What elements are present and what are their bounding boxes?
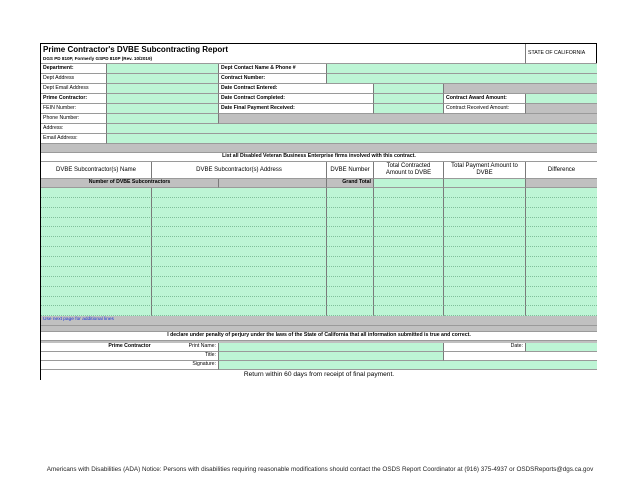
table-cell[interactable]: [41, 297, 152, 307]
ada-notice: Americans with Disabilities (ADA) Notice: Persons with disabilities requiring reasonable modifications should contact the OSDS Report Coordinator at (916) 375-4937 or OSDSReports@dgs.ca.gov: [46, 466, 594, 473]
label-address: Address:: [41, 124, 107, 134]
col-header-payment: Total Payment Amount to DVBE: [444, 162, 526, 179]
table-cell[interactable]: [444, 198, 526, 208]
table-cell[interactable]: [327, 188, 374, 198]
difference-cell: [526, 306, 597, 316]
difference-cell: [526, 257, 597, 267]
table-cell[interactable]: [374, 237, 444, 247]
table-cell[interactable]: [327, 297, 374, 307]
col-header-name: DVBE Subcontractor(s) Name: [41, 162, 152, 179]
fein-input[interactable]: [107, 104, 219, 114]
table-cell[interactable]: [327, 257, 374, 267]
label-date-entered: Date Contract Entered:: [219, 84, 374, 94]
table-cell[interactable]: [444, 208, 526, 218]
table-cell[interactable]: [41, 188, 152, 198]
label-date-completed: Date Contract Completed:: [219, 94, 374, 104]
table-cell[interactable]: [444, 247, 526, 257]
phone-input[interactable]: [107, 114, 219, 124]
prime-contractor-label: Prime Contractor: [41, 343, 219, 352]
difference-cell: [526, 188, 597, 198]
table-cell[interactable]: [41, 277, 152, 287]
info-filler: [219, 114, 597, 124]
label-received-amount: Contract Received Amount:: [444, 104, 526, 114]
spacer: [444, 352, 597, 361]
table-cell[interactable]: [374, 297, 444, 307]
col-header-difference: Difference: [526, 162, 597, 179]
table-cell[interactable]: [41, 257, 152, 267]
table-cell[interactable]: [152, 297, 327, 307]
prime-contractor-input[interactable]: [107, 94, 219, 104]
table-cell[interactable]: [41, 267, 152, 277]
address-input[interactable]: [107, 124, 597, 134]
table-cell[interactable]: [374, 306, 444, 316]
table-cell[interactable]: [374, 188, 444, 198]
state-label: STATE OF CALIFORNIA: [526, 44, 597, 64]
num-subcontractors-label: Number of DVBE Subcontractors: [41, 179, 219, 188]
table-cell[interactable]: [444, 306, 526, 316]
date-completed-input[interactable]: [374, 94, 444, 104]
label-phone: Phone Number:: [41, 114, 107, 124]
separator: [41, 144, 597, 153]
declaration-text: I declare under penalty of perjury under the laws of the State of California that all information submitted is true and correct.: [41, 332, 597, 341]
table-cell[interactable]: [327, 267, 374, 277]
table-cell[interactable]: [444, 218, 526, 228]
difference-cell: [526, 287, 597, 297]
dept-contact-input[interactable]: [327, 64, 597, 74]
label-award-amount: Contract Award Amount:: [444, 94, 526, 104]
table-banner: List all Disabled Veteran Business Enterprise firms involved with this contract.: [41, 153, 597, 162]
table-cell[interactable]: [374, 227, 444, 237]
table-cell[interactable]: [374, 208, 444, 218]
table-cell[interactable]: [327, 227, 374, 237]
table-cell[interactable]: [152, 198, 327, 208]
table-cell[interactable]: [327, 218, 374, 228]
table-cell[interactable]: [41, 208, 152, 218]
table-cell[interactable]: [41, 306, 152, 316]
table-cell[interactable]: [152, 277, 327, 287]
difference-cell: [526, 237, 597, 247]
print-name-input[interactable]: [219, 343, 444, 352]
table-cell[interactable]: [152, 257, 327, 267]
grand-total-difference: [526, 179, 597, 188]
table-cell[interactable]: [327, 277, 374, 287]
num-subcontractors-value: [219, 179, 327, 188]
table-cell[interactable]: [41, 287, 152, 297]
additional-lines-note: Use next page for additional lines: [41, 316, 597, 326]
award-amount-input[interactable]: [526, 94, 597, 104]
table-cell[interactable]: [327, 237, 374, 247]
table-cell[interactable]: [152, 218, 327, 228]
label-fein: FEIN Number:: [41, 104, 107, 114]
dept-address-input[interactable]: [107, 74, 219, 84]
difference-cell: [526, 297, 597, 307]
table-cell[interactable]: [152, 267, 327, 277]
table-cell[interactable]: [444, 237, 526, 247]
title-label: Title:: [152, 352, 219, 361]
signature-input[interactable]: [219, 361, 597, 370]
table-cell[interactable]: [41, 227, 152, 237]
table-cell[interactable]: [374, 277, 444, 287]
date-entered-input[interactable]: [374, 84, 444, 94]
print-name-label: Print Name:: [152, 343, 219, 352]
table-cell[interactable]: [327, 198, 374, 208]
dept-email-input[interactable]: [107, 84, 219, 94]
email-input[interactable]: [107, 134, 597, 144]
table-cell[interactable]: [374, 218, 444, 228]
received-amount-value: [526, 104, 597, 114]
report-form: [40, 43, 597, 380]
date-label: Date:: [444, 343, 526, 352]
label-contract-number: Contract Number:: [219, 74, 327, 84]
table-cell[interactable]: [152, 306, 327, 316]
label-dept-contact: Dept Contact Name & Phone #: [219, 64, 327, 74]
col-header-contracted: Total Contracted Amount to DVBE: [374, 162, 444, 179]
return-note: Return within 60 days from receipt of final payment.: [41, 370, 597, 380]
table-cell[interactable]: [374, 287, 444, 297]
signature-label: Signature:: [152, 361, 219, 370]
date-final-payment-input[interactable]: [374, 104, 444, 114]
table-cell[interactable]: [327, 247, 374, 257]
difference-cell: [526, 267, 597, 277]
difference-cell: [526, 218, 597, 228]
table-cell[interactable]: [327, 287, 374, 297]
difference-cell: [526, 227, 597, 237]
date-input[interactable]: [526, 343, 597, 352]
table-cell[interactable]: [444, 227, 526, 237]
table-cell[interactable]: [41, 247, 152, 257]
table-cell[interactable]: [444, 287, 526, 297]
info-filler: [444, 84, 597, 94]
contract-number-input[interactable]: [327, 74, 597, 84]
col-header-address: DVBE Subcontractor(s) Address: [152, 162, 327, 179]
grand-total-contracted: [374, 179, 444, 188]
grand-total-label: Grand Total: [327, 179, 374, 188]
table-cell[interactable]: [374, 257, 444, 267]
table-cell[interactable]: [444, 297, 526, 307]
col-header-dvbe-number: DVBE Number: [327, 162, 374, 179]
table-cell[interactable]: [152, 247, 327, 257]
difference-cell: [526, 198, 597, 208]
title-input[interactable]: [219, 352, 444, 361]
label-email: Email Address:: [41, 134, 107, 144]
table-cell[interactable]: [374, 198, 444, 208]
table-cell[interactable]: [41, 237, 152, 247]
table-cell[interactable]: [374, 267, 444, 277]
difference-cell: [526, 208, 597, 218]
table-cell[interactable]: [444, 267, 526, 277]
label-dept-email: Dept Email Address: [41, 84, 107, 94]
table-cell[interactable]: [152, 237, 327, 247]
table-cell[interactable]: [374, 247, 444, 257]
label-prime-contractor: Prime Contractor:: [41, 94, 107, 104]
grand-total-payment: [444, 179, 526, 188]
table-cell[interactable]: [152, 227, 327, 237]
difference-cell: [526, 277, 597, 287]
table-cell[interactable]: [152, 287, 327, 297]
form-title: Prime Contractor's DVBE Subcontracting Report: [41, 44, 526, 56]
table-cell[interactable]: [327, 306, 374, 316]
table-cell[interactable]: [41, 198, 152, 208]
difference-cell: [526, 247, 597, 257]
table-cell[interactable]: [444, 188, 526, 198]
form-id: DGS PD 810P, Formerly GSPD 810P (Rev. 10/2019): [41, 56, 526, 64]
table-cell[interactable]: [152, 188, 327, 198]
table-cell[interactable]: [444, 257, 526, 267]
label-date-final-payment: Date Final Payment Received:: [219, 104, 374, 114]
label-dept-address: Dept Address: [41, 74, 107, 84]
table-cell[interactable]: [152, 208, 327, 218]
table-cell[interactable]: [327, 208, 374, 218]
table-cell[interactable]: [444, 277, 526, 287]
table-cell[interactable]: [41, 218, 152, 228]
label-department: Department:: [41, 64, 107, 74]
department-input[interactable]: [107, 64, 219, 74]
